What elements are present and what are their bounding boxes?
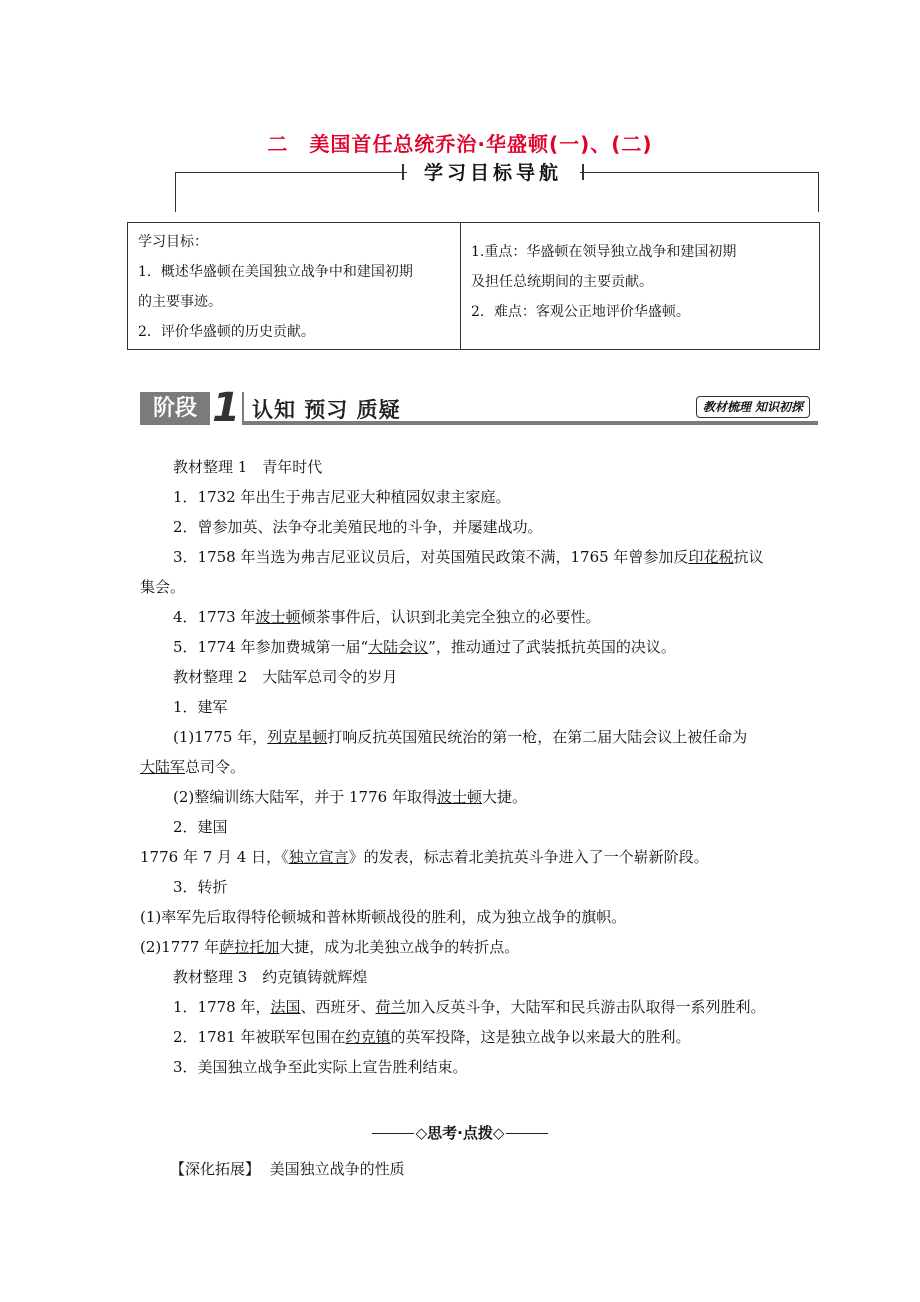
goals-left-cell bbox=[128, 223, 461, 349]
goals-right-line: 及担任总统期间的主要贡献。 bbox=[471, 274, 653, 290]
stage-head bbox=[244, 392, 818, 425]
paragraph: (2)1777 年萨拉托加大捷，成为北美独立战争的转折点。 bbox=[140, 938, 520, 956]
paragraph: (1)1775 年，列克星顿打响反抗英国殖民统治的第一枪，在第二届大陆会议上被任命为 bbox=[173, 728, 748, 746]
section-title: 教材整理 3 约克镇铸就辉煌 bbox=[173, 968, 368, 986]
paragraph: 3．转折 bbox=[173, 878, 228, 896]
stage-heading: 认知 预习 质疑 bbox=[252, 398, 401, 422]
answer-underline: 萨拉托加 bbox=[219, 938, 280, 956]
answer-underline: 列克星顿 bbox=[267, 728, 328, 746]
answer-underline: 波士顿 bbox=[436, 788, 482, 806]
paragraph: 1776 年 7 月 4 日，《独立宣言》的发表，标志着北美抗英斗争进入了一个崭新阶段。 bbox=[140, 848, 709, 866]
paragraph: (1)率军先后取得特伦顿城和普林斯顿战役的胜利，成为独立战争的旗帜。 bbox=[140, 908, 627, 926]
paragraph: (2)整编训练大陆军，并于 1776 年取得波士顿大捷。 bbox=[173, 788, 527, 806]
main-content bbox=[140, 452, 820, 1082]
answer-underline: 荷兰 bbox=[375, 998, 406, 1016]
answer-underline: 大陆会议 bbox=[368, 638, 429, 656]
paragraph: 1．1778 年，法国、西班牙、荷兰加入反英斗争，大陆军和民兵游击队取得一系列胜利。 bbox=[173, 998, 766, 1016]
divider-line bbox=[372, 1133, 414, 1134]
paragraph: 1．1732 年出生于弗吉尼亚大种植园奴隶主家庭。 bbox=[173, 488, 511, 506]
nav-frame-left bbox=[175, 172, 176, 212]
stage-tag: 教材梳理 知识初探 bbox=[696, 396, 810, 418]
goals-left-line: 的主要事迹。 bbox=[138, 294, 222, 310]
answer-underline: 独立宣言 bbox=[288, 848, 349, 866]
section-title: 教材整理 2 大陆军总司令的岁月 bbox=[173, 668, 398, 686]
goals-right-cell bbox=[461, 223, 819, 349]
goals-left-line: 1．概述华盛顿在美国独立战争中和建国初期 bbox=[138, 264, 413, 280]
section-title: 教材整理 1 青年时代 bbox=[173, 458, 323, 476]
goals-left-line: 2．评价华盛顿的历史贡献。 bbox=[138, 324, 315, 340]
answer-underline: 大陆军 bbox=[140, 758, 186, 776]
paragraph: 大陆军总司令。 bbox=[140, 758, 246, 776]
nav-frame-right bbox=[818, 172, 819, 212]
stage-banner bbox=[140, 385, 818, 431]
paragraph: 集会。 bbox=[140, 578, 186, 596]
answer-underline: 波士顿 bbox=[255, 608, 301, 626]
paragraph: 3．1758 年当选为弗吉尼亚议员后，对英国殖民政策不满，1765 年曾参加反印花税抗议 bbox=[173, 548, 764, 566]
nav-rule-right bbox=[580, 172, 818, 173]
stage-label: 阶段 bbox=[140, 392, 210, 425]
nav-heading: 学习目标导航 bbox=[408, 160, 578, 186]
goals-right-line: 2．难点：客观公正地评价华盛顿。 bbox=[471, 304, 690, 320]
page-title: 二 美国首任总统乔治·华盛顿(一)、(二) bbox=[267, 132, 653, 156]
paragraph: 2．1781 年被联军包围在约克镇的英军投降，这是独立战争以来最大的胜利。 bbox=[173, 1028, 691, 1046]
paragraph: 4．1773 年波士顿倾茶事件后，认识到北美完全独立的必要性。 bbox=[173, 608, 601, 626]
answer-underline: 约克镇 bbox=[345, 1028, 391, 1046]
nav-rule-left bbox=[175, 172, 407, 173]
diamond-icon: ◇ bbox=[492, 1124, 505, 1142]
answer-underline: 印花税 bbox=[688, 548, 734, 566]
think-divider bbox=[0, 1122, 920, 1143]
paragraph: 1．建军 bbox=[173, 698, 228, 716]
deep-text: 美国独立战争的性质 bbox=[269, 1160, 405, 1178]
paragraph: 5．1774 年参加费城第一届“大陆会议”，推动通过了武装抵抗英国的决议。 bbox=[173, 638, 676, 656]
deep-label: 【深化拓展】 bbox=[170, 1160, 261, 1178]
diamond-icon: ◇ bbox=[415, 1124, 428, 1142]
goals-table bbox=[127, 222, 820, 350]
paragraph: 2．曾参加英、法争夺北美殖民地的斗争，并屡建战功。 bbox=[173, 518, 543, 536]
divider-line bbox=[506, 1133, 548, 1134]
goals-right-line: 1.重点：华盛顿在领导独立战争和建国初期 bbox=[471, 244, 737, 260]
think-heading: 思考·点拨 bbox=[427, 1124, 493, 1142]
goals-left-line: 学习目标： bbox=[138, 234, 208, 250]
answer-underline: 法国 bbox=[270, 998, 301, 1016]
paragraph: 3．美国独立战争至此实际上宣告胜利结束。 bbox=[173, 1058, 468, 1076]
deep-extension bbox=[170, 1158, 405, 1179]
paragraph: 2．建国 bbox=[173, 818, 228, 836]
stage-number: 1 bbox=[210, 388, 242, 428]
